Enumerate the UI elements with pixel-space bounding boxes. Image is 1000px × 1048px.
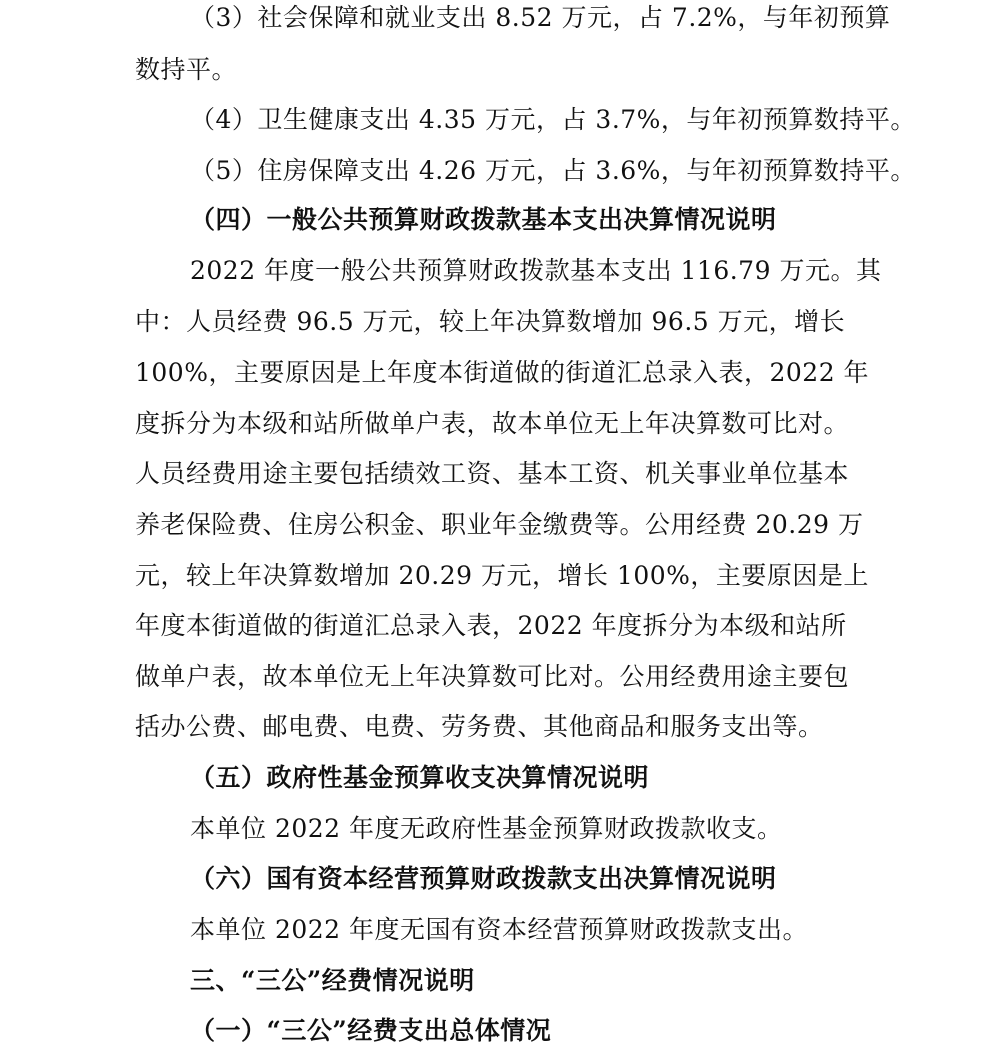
paragraph-basic-expense-line-4: 度拆分为本级和站所做单户表，故本单位无上年决算数可比对。 [135,409,850,438]
paragraph-basic-expense-line-9: 做单户表，故本单位无上年决算数可比对。公用经费用途主要包 [135,662,850,691]
paragraph-health-expense: （4）卫生健康支出 4.35 万元，占 3.7%，与年初预算数持平。 [190,105,916,134]
section-heading-state-capital: （六）国有资本经营预算财政拨款支出决算情况说明 [190,864,777,893]
paragraph-basic-expense-line-6: 养老保险费、住房公积金、职业年金缴费等。公用经费 20.29 万 [135,510,864,539]
paragraph-state-capital: 本单位 2022 年度无国有资本经营预算财政拨款支出。 [190,915,809,944]
paragraph-social-security-line-2: 数持平。 [135,55,238,84]
paragraph-basic-expense-line-8: 年度本街道做的街道汇总录入表，2022 年度拆分为本级和站所 [135,611,847,640]
section-heading-three-public-overall: （一）“三公”经费支出总体情况 [190,1016,552,1045]
chapter-heading-three-public: 三、“三公”经费情况说明 [190,966,475,995]
paragraph-housing-expense: （5）住房保障支出 4.26 万元，占 3.6%，与年初预算数持平。 [190,156,916,185]
section-heading-basic-expense: （四）一般公共预算财政拨款基本支出决算情况说明 [190,205,777,234]
paragraph-basic-expense-line-2: 中：人员经费 96.5 万元，较上年决算数增加 96.5 万元，增长 [135,307,846,336]
section-heading-government-fund: （五）政府性基金预算收支决算情况说明 [190,763,650,792]
paragraph-basic-expense-line-3: 100%，主要原因是上年度本街道做的街道汇总录入表，2022 年 [135,358,870,387]
paragraph-government-fund: 本单位 2022 年度无政府性基金预算财政拨款收支。 [190,814,783,843]
paragraph-basic-expense-line-1: 2022 年度一般公共预算财政拨款基本支出 116.79 万元。其 [190,256,882,285]
paragraph-social-security-line-1: （3）社会保障和就业支出 8.52 万元，占 7.2%，与年初预算 [190,3,891,32]
paragraph-basic-expense-line-5: 人员经费用途主要包括绩效工资、基本工资、机关事业单位基本 [135,459,850,488]
paragraph-basic-expense-line-10: 括办公费、邮电费、电费、劳务费、其他商品和服务支出等。 [135,712,824,741]
paragraph-basic-expense-line-7: 元，较上年决算数增加 20.29 万元，增长 100%，主要原因是上 [135,561,869,590]
